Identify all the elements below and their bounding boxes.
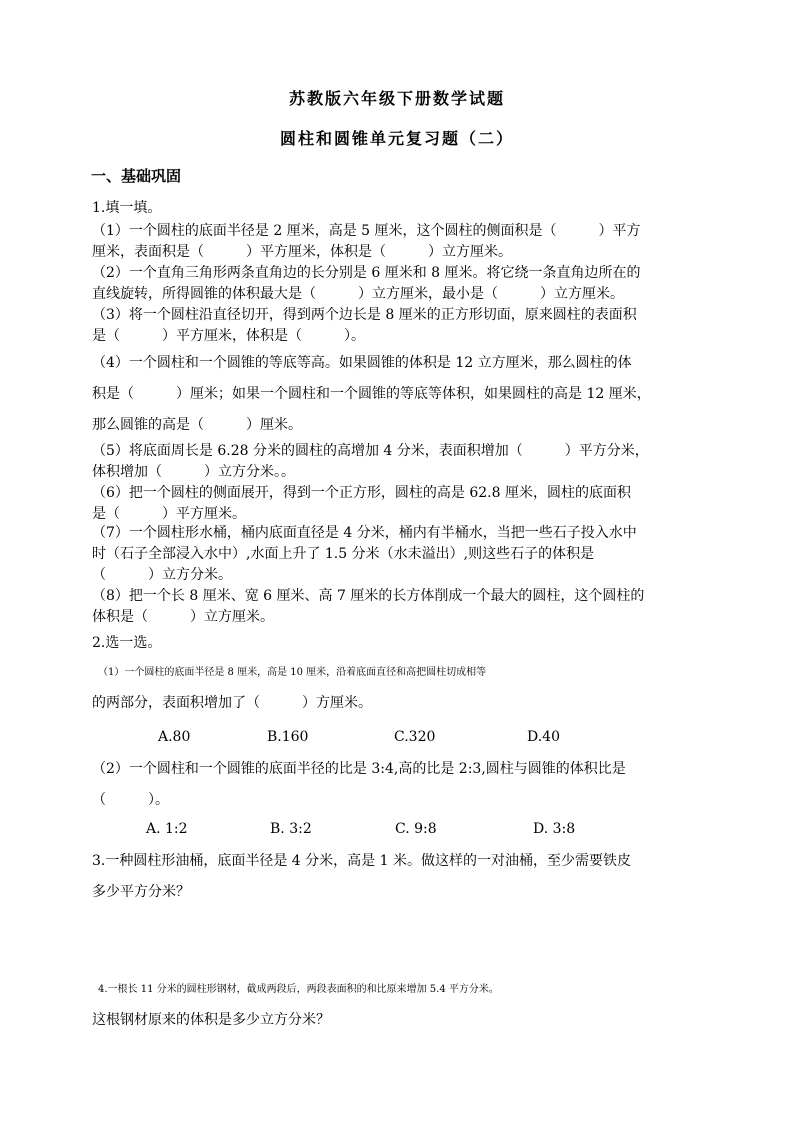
q1-item-5 <box>92 441 706 483</box>
q2-item-2-line-2: （ ）。 <box>92 792 169 808</box>
q1-item-7-line-1: （7）一个圆柱形水桶，桶内底面直径是 4 分米，桶内有半桶水，当把一些石子投入水中 <box>92 525 637 541</box>
question-3-line-2: 多少平方分米？ <box>92 884 190 900</box>
q1-item-5-line-1: （5）将底面周长是 6.28 分米的圆柱的高增加 4 分米，表面积增加（ ）平方分米， <box>92 443 649 459</box>
q1-item-4 <box>92 348 706 441</box>
q1-item-8-line-2: 体积是（ ）立方厘米。 <box>92 609 274 625</box>
section-heading-basics: 一、基础巩固 <box>91 167 182 185</box>
q1-item-3-line-2: 是（ ）平方厘米，体积是（ ）。 <box>92 328 365 344</box>
q1-item-3-line-1: （3）将一个圆柱沿直径切开，得到两个边长是 8 厘米的正方形切面，原来圆柱的表面积 <box>92 307 637 323</box>
question-1-heading: 1.填一填。 <box>92 200 162 216</box>
q1-item-4-line-3: 那么圆锥的高是（ ）厘米。 <box>92 417 302 433</box>
q1-item-1-line-1: （1）一个圆柱的底面半径是 2 厘米，高是 5 厘米，这个圆柱的侧面积是（ ）平方 <box>92 223 641 239</box>
q2-item-1-option-c: C.320 <box>394 729 436 745</box>
q2-item-1-options <box>0 727 794 747</box>
q1-item-4-line-1: （4）一个圆柱和一个圆锥的等底等高。如果圆锥的体积是 12 立方厘米，那么圆柱的体 <box>92 355 632 371</box>
q1-item-1-line-2: 厘米，表面积是（ ）平方厘米，体积是（ ）立方厘米。 <box>92 244 512 260</box>
question-4-line-1: 4.一根长 11 分米的圆柱形钢材，截成两段后，两段表面积的和比原来增加 5.4 平方分米。 <box>98 984 499 995</box>
q1-item-4-line-2: 积是（ ）厘米；如果一个圆柱和一个圆锥的等底等体积，如果圆柱的高是 12 厘米， <box>92 386 651 402</box>
question-2-heading: 2.选一选。 <box>92 635 162 651</box>
q1-item-2-line-1: （2）一个直角三角形两条直角边的长分别是 6 厘米和 8 厘米。将它绕一条直角边所在的 <box>92 265 641 281</box>
question-3-line-1: 3.一种圆柱形油桶，底面半径是 4 分米，高是 1 米。做这样的一对油桶，至少需要铁皮 <box>92 853 631 869</box>
q2-item-1-option-d: D.40 <box>527 729 560 745</box>
q2-item-2-option-c: C. 9:8 <box>395 821 437 837</box>
q1-item-6 <box>92 483 706 525</box>
q2-item-1 <box>92 657 706 719</box>
question-4-line-2: 这根钢材原来的体积是多少立方分米？ <box>92 1012 330 1028</box>
q2-item-1-line-2: 的两部分，表面积增加了（ ）方厘米。 <box>92 695 372 711</box>
q1-item-5-line-2: 体积增加（ ）立方分米。。 <box>92 464 295 480</box>
q1-item-3 <box>92 305 706 347</box>
q1-item-7-line-3: （ ）立方分米。 <box>92 567 232 583</box>
question-4 <box>92 974 706 1036</box>
q2-item-2-option-d: D. 3:8 <box>533 821 576 837</box>
q2-item-1-line-1: （1）一个圆柱的底面半径是 8 厘米，高是 10 厘米，沿着底面直径和高把圆柱切成相等 <box>98 667 487 678</box>
q1-item-8 <box>92 586 706 628</box>
q1-item-6-line-1: （6）把一个圆柱的侧面展开，得到一个正方形，圆柱的高是 62.8 厘米，圆柱的底面积 <box>92 485 631 501</box>
worksheet-subtitle: 圆柱和圆锥单元复习题（二） <box>279 129 514 148</box>
q2-item-2 <box>92 754 706 816</box>
q1-item-1 <box>92 221 706 263</box>
q2-item-2-line-1: （2）一个圆柱和一个圆锥的底面半径的比是 3:4,高的比是 2:3,圆柱与圆锥的体积比是 <box>92 761 626 777</box>
q1-item-8-line-1: （8）把一个长 8 厘米、宽 6 厘米、高 7 厘米的长方体削成一个最大的圆柱，这个圆柱的 <box>92 588 645 604</box>
q1-item-6-line-2: 是（ ）平方厘米。 <box>92 506 246 522</box>
q1-item-2-line-2: 直线旋转，所得圆锥的体积最大是（ ）立方厘米，最小是（ ）立方厘米。 <box>92 286 624 302</box>
q1-item-2 <box>92 263 706 305</box>
q2-item-2-option-b: B. 3:2 <box>270 821 312 837</box>
q2-item-1-option-b: B.160 <box>267 729 309 745</box>
q1-item-7 <box>92 523 706 586</box>
worksheet-title: 苏教版六年级下册数学试题 <box>288 89 505 108</box>
q2-item-2-option-a: A. 1:2 <box>146 821 188 837</box>
q2-item-2-options <box>0 819 794 839</box>
q1-item-7-line-2: 时（石子全部浸入水中）,水面上升了 1.5 分米（水未溢出）,则这些石子的体积是 <box>92 546 595 562</box>
q2-item-1-option-a: A.80 <box>158 729 191 745</box>
question-3 <box>92 846 706 908</box>
